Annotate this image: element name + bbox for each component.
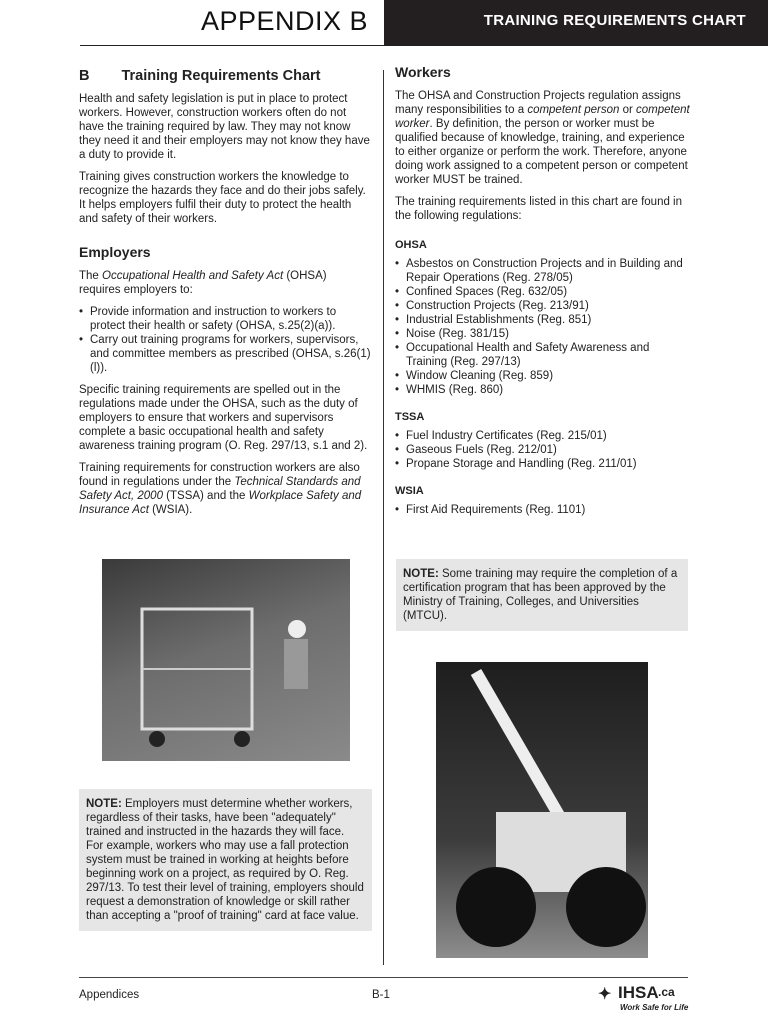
list-item: • Occupational Health and Safety Awareness and Training (Reg. 297/13)	[395, 341, 691, 369]
header-rule	[80, 45, 384, 46]
list-item: • WHMIS (Reg. 860)	[395, 383, 691, 397]
list-item: • First Aid Requirements (Reg. 1101)	[395, 503, 691, 517]
crane-illustration	[436, 662, 648, 958]
logo-mark-icon: ✦	[598, 986, 612, 1003]
intro-paragraph: Health and safety legislation is put in place to protect workers. However, construction workers often do not have the training required by law. They may not know they need it and their employers may not know they have a duty to provide it.	[79, 93, 370, 161]
footer-section: Appendices	[79, 989, 140, 1001]
chart-title: TRAINING REQUIREMENTS CHART	[483, 12, 746, 29]
crane-photo	[436, 662, 648, 958]
ohsa-list	[395, 257, 691, 397]
workers-heading: Workers	[395, 64, 451, 80]
list-item: • Industrial Establishments (Reg. 851)	[395, 313, 691, 327]
employers-note: NOTE: Employers must determine whether workers, regardless of their tasks, have been "adequately" trained and instructed in the hazards they will face. For example, workers who may use a fall protection system must be trained in working at heights before beginning work on a project, as required by O. Reg. 297/13. To test their level of training, employers should request a demonstration of knowledge or skill rather than accepting a "proof of training" card at face value.	[79, 789, 372, 931]
worker-photo	[102, 559, 350, 761]
wsia-list	[395, 503, 691, 517]
column-divider	[383, 70, 384, 965]
page-number: B-1	[372, 989, 390, 1001]
page-header-left	[0, 0, 384, 46]
list-item: • Propane Storage and Handling (Reg. 211/01)	[395, 457, 691, 471]
workers-paragraph: The OHSA and Construction Projects regulation assigns many responsibilities to a competent person or competent worker. By definition, the person or worker must be qualified because of knowledge, training, and experience to either organize or perform the work. Therefore, anyone doing work assigned to a competent person or competent worker MUST be trained.	[395, 90, 690, 186]
list-item: • Gaseous Fuels (Reg. 212/01)	[395, 443, 691, 457]
tssa-heading: TSSA	[395, 411, 425, 423]
regulations-paragraph: Specific training requirements are spelled out in the regulations made under the OHSA, such as the duty of employers to ensure that workers and supervisors complete a basic occupational health and safety awareness training program (O. Reg. 297/13, s.1 and 2).	[79, 384, 368, 452]
regulations-intro: The training requirements listed in this chart are found in the following regulations:	[395, 196, 683, 222]
list-item: • Construction Projects (Reg. 213/91)	[395, 299, 691, 313]
header-banner	[384, 0, 768, 46]
list-item: • Asbestos on Construction Projects and in Building and Repair Operations (Reg. 278/05)	[395, 257, 691, 285]
section-heading: B Training Requirements Chart	[79, 68, 321, 84]
left-column	[79, 64, 371, 525]
employers-paragraph: The Occupational Health and Safety Act (OHSA) requires employers to:	[79, 270, 327, 296]
list-item: • Noise (Reg. 381/15)	[395, 327, 691, 341]
tssa-wsia-paragraph: Training requirements for construction workers are also found in regulations under the Technical Standards and Safety Act, 2000 (TSSA) and the Workplace Safety and Insurance Act (WSIA).	[79, 462, 362, 516]
tssa-list	[395, 429, 691, 471]
right-column	[395, 64, 691, 525]
employer-duties-list	[79, 305, 371, 375]
certification-note: NOTE: Some training may require the completion of a certification program that has been approved by the Ministry of Training, Colleges, and Universities (MTCU).	[396, 559, 688, 631]
list-item: • Provide information and instruction to workers to protect their health or safety (OHSA, s.25(2)(a)).	[79, 305, 371, 333]
employers-heading: Employers	[79, 244, 151, 260]
intro-paragraph-2: Training gives construction workers the knowledge to recognize the hazards they face and do their jobs safely. It helps employers fulfil their duty to protect the health and safety of their workers.	[79, 171, 366, 225]
scaffold-illustration	[102, 559, 350, 761]
list-item: • Window Cleaning (Reg. 859)	[395, 369, 691, 383]
list-item: • Carry out training programs for workers, supervisors, and committee members as prescribed (OHSA, s.26(1)(l)).	[79, 333, 371, 375]
ohsa-heading: OHSA	[395, 239, 427, 251]
list-item: • Confined Spaces (Reg. 632/05)	[395, 285, 691, 299]
ihsa-logo: ✦ IHSA .ca Work Safe for Life	[598, 983, 689, 1012]
wsia-heading: WSIA	[395, 485, 424, 497]
footer-rule	[79, 977, 688, 978]
appendix-title: APPENDIX B	[200, 6, 368, 36]
list-item: • Fuel Industry Certificates (Reg. 215/01)	[395, 429, 691, 443]
